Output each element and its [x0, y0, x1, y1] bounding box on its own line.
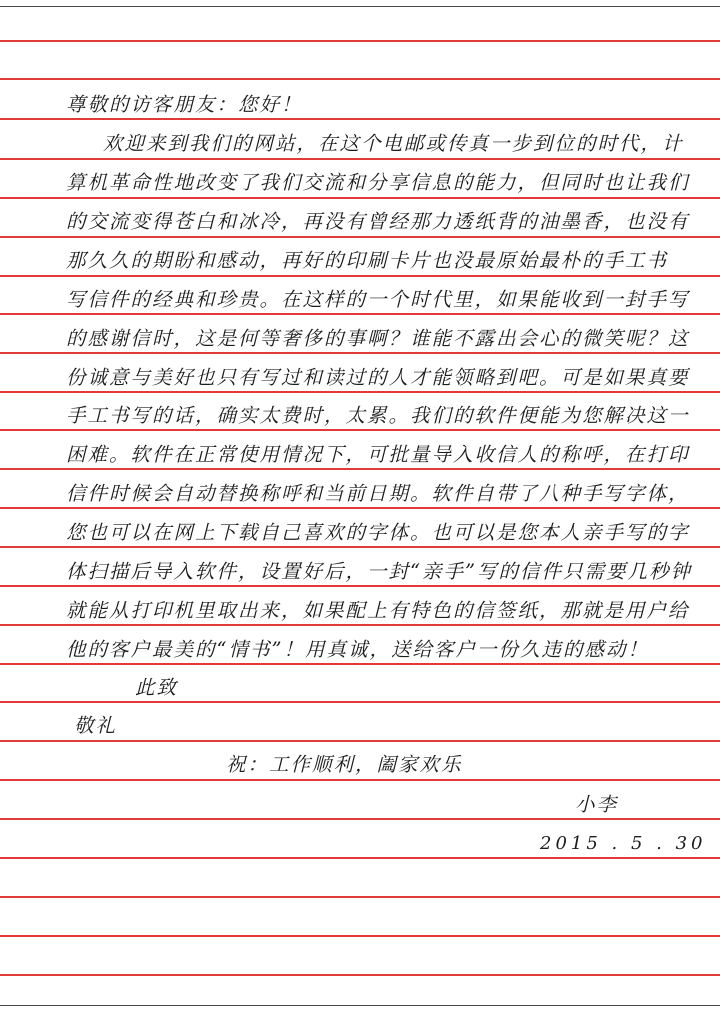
body-line: 您也可以在网上下载自己喜欢的字体。也可以是您本人亲手写的字 [66, 521, 690, 544]
body-line: 的感谢信时，这是何等奢侈的事啊？谁能不露出会心的微笑呢？这 [66, 327, 690, 350]
ruled-line [0, 663, 720, 665]
body-line: 就能从打印机里取出来，如果配上有特色的信签纸，那就是用户给 [66, 599, 690, 622]
ruled-line [0, 158, 720, 160]
ruled-line [0, 197, 720, 199]
body-line: 体扫描后导入软件，设置好后，一封“亲手”写的信件只需要几秒钟 [66, 560, 692, 583]
body-line: 困难。软件在正常使用情况下，可批量导入收信人的称呼，在打印 [66, 443, 690, 466]
ruled-line [0, 118, 720, 120]
ruled-line [0, 701, 720, 703]
body-line: 算机革命性地改变了我们交流和分享信息的能力，但同时也让我们 [66, 171, 690, 194]
closing-ci-zhi: 此致 [135, 676, 179, 699]
ruled-line [0, 468, 720, 470]
signature: 小李 [575, 793, 619, 816]
body-line: 的交流变得苍白和冰冷，再没有曾经那力透纸背的油墨香，也没有 [66, 210, 690, 233]
ruled-line [0, 507, 720, 509]
body-line: 欢迎来到我们的网站，在这个电邮或传真一步到位的时代，计 [103, 132, 684, 155]
wish-line: 祝：工作顺利，阖家欢乐 [226, 753, 463, 776]
body-line: 他的客户最美的“情书”！用真诚，送给客户一份久违的感动！ [66, 638, 649, 661]
ruled-line [0, 935, 720, 937]
ruled-line [0, 818, 720, 820]
ruled-line [0, 275, 720, 277]
greeting: 尊敬的访客朋友：您好！ [66, 93, 303, 116]
ruled-line [0, 313, 720, 315]
ruled-line [0, 857, 720, 859]
ruled-line [0, 974, 720, 976]
ruled-line [0, 624, 720, 626]
ruled-line [0, 779, 720, 781]
bottom-rule [0, 1005, 720, 1006]
ruled-line [0, 546, 720, 548]
body-line: 写信件的经典和珍贵。在这样的一个时代里，如果能收到一封手写 [66, 288, 690, 311]
ruled-line [0, 740, 720, 742]
ruled-line [0, 40, 720, 42]
ruled-line [0, 352, 720, 354]
ruled-line [0, 896, 720, 898]
ruled-line [0, 429, 720, 431]
body-line: 那久久的期盼和感动，再好的印刷卡片也没最原始最朴的手工书 [66, 249, 669, 272]
body-line: 信件时候会自动替换称呼和当前日期。软件自带了八种手写字体， [66, 482, 690, 505]
ruled-line [0, 585, 720, 587]
closing-jing-li: 敬礼 [74, 714, 118, 737]
date: 2015 . 5 . 30 [540, 833, 707, 854]
body-line: 手工书写的话，确实太费时，太累。我们的软件便能为您解决这一 [66, 404, 690, 427]
top-rule [0, 6, 720, 7]
ruled-line [0, 236, 720, 238]
ruled-line [0, 78, 720, 80]
ruled-line [0, 391, 720, 393]
body-line: 份诚意与美好也只有写过和读过的人才能领略到吧。可是如果真要 [66, 366, 690, 389]
